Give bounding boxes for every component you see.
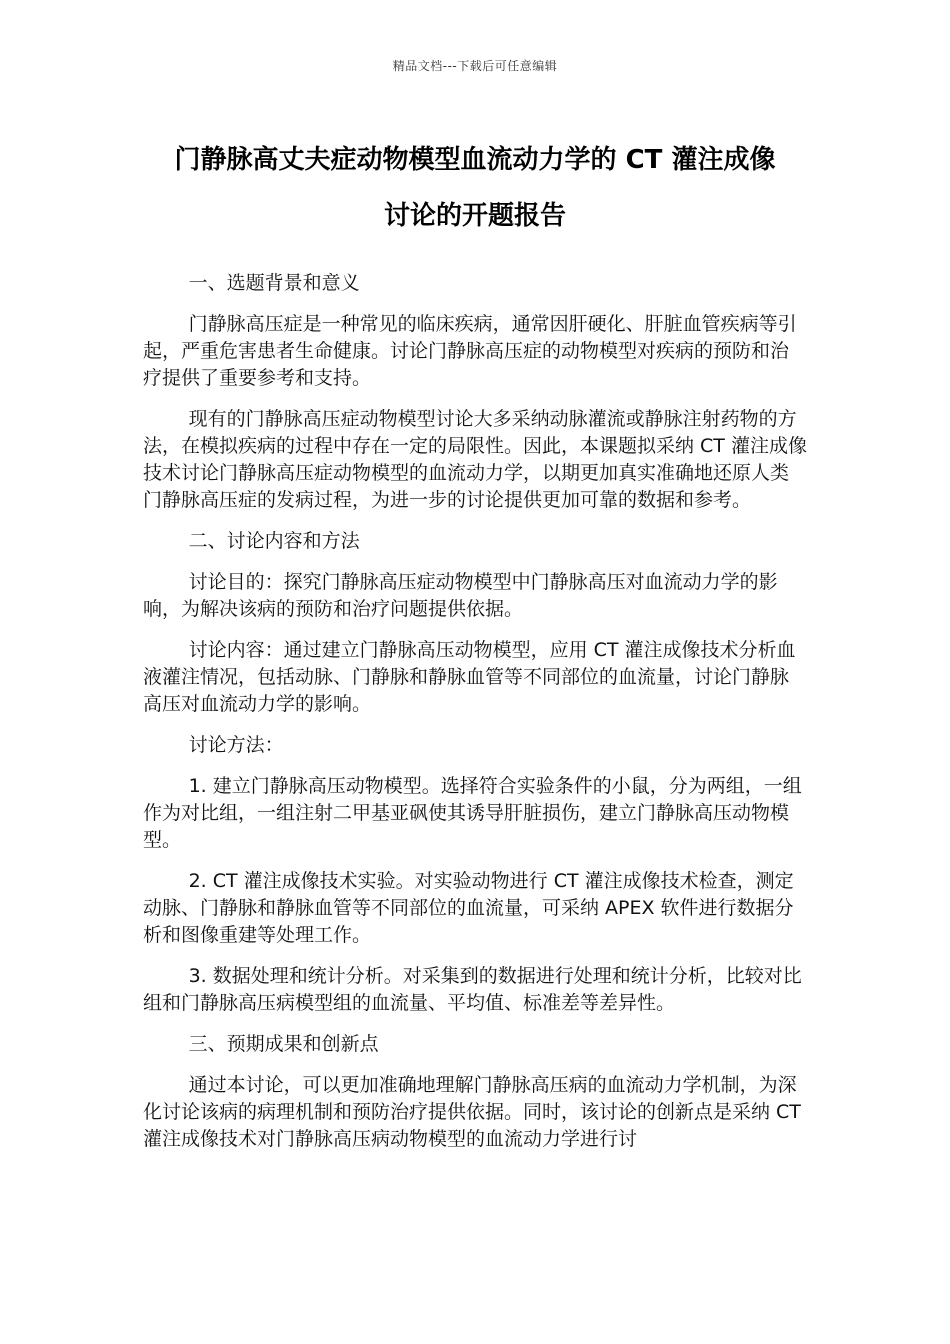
header-note: 精品文档---下载后可任意编辑 [392,59,558,73]
paragraph: 讨论内容：通过建立门静脉高压动物模型，应用 CT 灌注成像技术分析血液灌注情况，包括动脉、门静脉和静脉血管等不同部位的血流量，讨论门静脉高压对血流动力学的影响。 [143,639,796,715]
section-heading-content-methods: 二、讨论内容和方法 [188,530,360,552]
list-item: 3. 数据处理和统计分析。对采集到的数据进行处理和统计分析，比较对比组和门静脉高压病模型组的血流量、平均值、标准差等差异性。 [143,965,802,1014]
document-title [140,132,810,244]
section-heading-outcomes: 三、预期成果和创新点 [188,1033,379,1055]
paragraph: 讨论目的：探究门静脉高压症动物模型中门静脉高压对血流动力学的影响，为解决该病的预防和治疗问题提供依据。 [143,571,778,620]
document-body [143,270,807,1167]
title-line-2: 讨论的开题报告 [383,201,566,231]
paragraph: 通过本讨论，可以更加准确地理解门静脉高压病的血流动力学机制，为深化讨论该病的病理机制和预防治疗提供依据。同时，该讨论的创新点是采纳 CT 灌注成像技术对门静脉高压病动物模型的血流动力学进行讨 [143,1074,801,1150]
section-heading-background: 一、选题背景和意义 [188,272,360,294]
list-item: 2. CT 灌注成像技术实验。对实验动物进行 CT 灌注成像技术检查，测定动脉、门静脉和静脉血管等不同部位的血流量，可采纳 APEX 软件进行数据分析和图像重建等处理工作。 [143,870,794,946]
list-item: 1. 建立门静脉高压动物模型。选择符合实验条件的小鼠，分为两组，一组作为对比组，一组注射二甲基亚砜使其诱导肝脏损伤，建立门静脉高压动物模型。 [143,775,802,851]
paragraph: 门静脉高压症是一种常见的临床疾病，通常因肝硬化、肝脏血管疾病等引起，严重危害患者生命健康。讨论门静脉高压症的动物模型对疾病的预防和治疗提供了重要参考和支持。 [143,313,797,389]
paragraph: 现有的门静脉高压症动物模型讨论大多采纳动脉灌流或静脉注射药物的方法，在模拟疾病的过程中存在一定的局限性。因此，本课题拟采纳 CT 灌注成像技术讨论门静脉高压症动物模型的血流动力学，以期更加真实准确地还原人类门静脉高压症的发病过程，为进一步的讨论提供更加可靠的数据和参考。 [143,408,807,511]
title-line-1: 门静脉高丈夫症动物模型血流动力学的 CT 灌注成像 [174,145,776,175]
paragraph: 讨论方法： [188,734,284,756]
